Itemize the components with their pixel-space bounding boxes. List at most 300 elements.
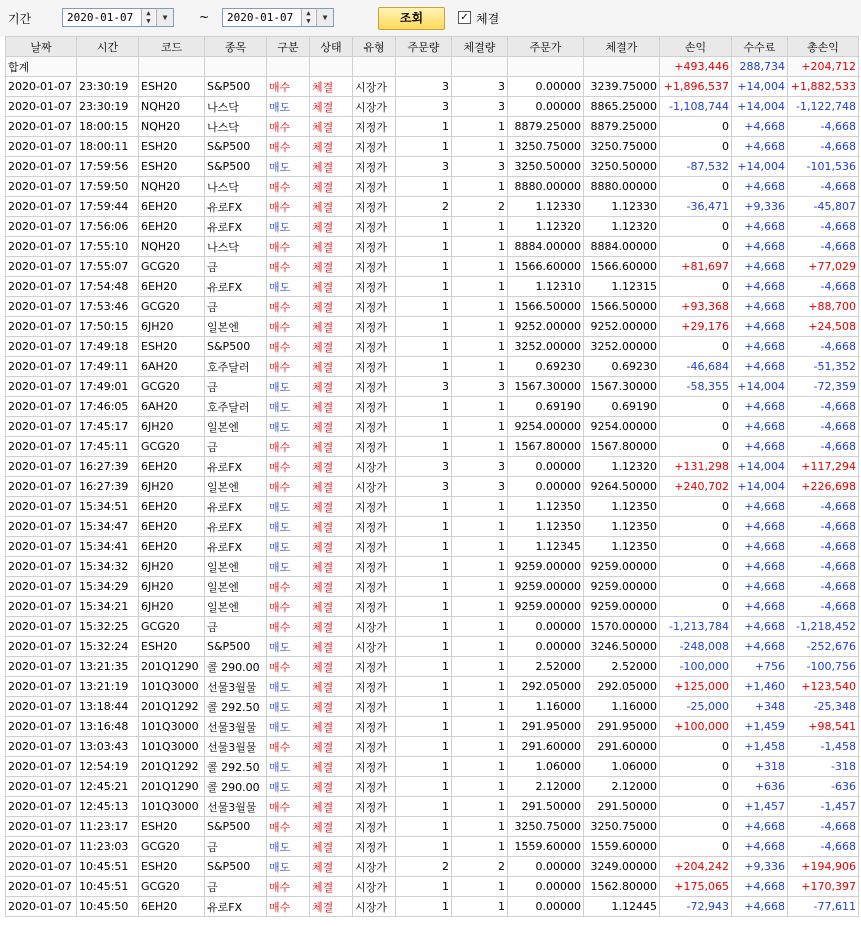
cell-filled-price: 1567.30000 [584,377,660,397]
cell-status: 체결 [310,277,353,297]
cell-status: 체결 [310,617,353,637]
table-row[interactable] [6,857,859,877]
cell-time: 12:45:13 [77,797,139,817]
cell-order-price: 9254.00000 [508,417,584,437]
cell-filled-price: 1.12350 [584,497,660,517]
cell-total-pnl: -4,668 [788,277,859,297]
cell-order-qty: 3 [396,457,452,477]
cell-filled-qty: 3 [452,77,508,97]
cell-filled-price: 291.60000 [584,737,660,757]
cell-date: 2020-01-07 [6,217,77,237]
cell-type: 지정가 [353,437,396,457]
cell-order-qty: 1 [396,417,452,437]
table-row[interactable] [6,157,859,177]
cell-side: 매도 [267,697,310,717]
cell-fee: +14,004 [732,377,788,397]
cell-side: 매도 [267,397,310,417]
cell-time: 17:55:10 [77,237,139,257]
end-date-picker[interactable] [222,8,334,27]
cell-time: 23:30:19 [77,97,139,117]
cell-order-qty: 1 [396,497,452,517]
cell-type: 지정가 [353,797,396,817]
cell-status: 체결 [310,457,353,477]
cell-filled-price: 1566.50000 [584,297,660,317]
cell-pnl: -46,684 [660,357,732,377]
cell-type: 시장가 [353,617,396,637]
col-header-time[interactable]: 시간 [77,37,139,57]
cell-time: 23:30:19 [77,77,139,97]
cell-total-pnl: -100,756 [788,657,859,677]
cell-total-pnl: -1,458 [788,737,859,757]
col-header-side[interactable]: 구분 [267,37,310,57]
cell-total-pnl: -4,668 [788,217,859,237]
table-row[interactable] [6,197,859,217]
cell-total-pnl: -4,668 [788,417,859,437]
cell-side: 매도 [267,377,310,397]
cell-status: 체결 [310,777,353,797]
cell-pnl: +204,242 [660,857,732,877]
summary-pnl: +493,446 [660,57,732,77]
table-row[interactable] [6,737,859,757]
table-row[interactable] [6,637,859,657]
end-date-spin-buttons[interactable] [301,9,315,26]
cell-order-qty: 1 [396,277,452,297]
cell-side: 매도 [267,417,310,437]
cell-status: 체결 [310,477,353,497]
table-row[interactable] [6,557,859,577]
cell-date: 2020-01-07 [6,797,77,817]
col-header-status[interactable]: 상태 [310,37,353,57]
table-row[interactable] [6,117,859,137]
cell-status: 체결 [310,637,353,657]
spin-down-icon[interactable]: ▼ [146,17,151,25]
cell-side: 매도 [267,857,310,877]
cell-item: 나스닥 [205,117,267,137]
start-date-dropdown-icon[interactable]: ▼ [156,9,173,26]
col-header-type[interactable]: 유형 [353,37,396,57]
cell-status: 체결 [310,817,353,837]
cell-date: 2020-01-07 [6,337,77,357]
col-header-filled-qty[interactable]: 체결량 [452,37,508,57]
cell-filled-price: 8865.25000 [584,97,660,117]
cell-total-pnl: -4,668 [788,397,859,417]
table-row[interactable] [6,797,859,817]
cell-side: 매도 [267,217,310,237]
cell-date: 2020-01-07 [6,597,77,617]
cell-code: 6AH20 [139,357,205,377]
cell-code: 201Q1292 [139,697,205,717]
spin-up-icon[interactable]: ▲ [306,9,311,17]
cell-side: 매도 [267,517,310,537]
cell-pnl: 0 [660,337,732,357]
table-row[interactable] [6,617,859,637]
cell-filled-price: 291.95000 [584,717,660,737]
table-row[interactable] [6,477,859,497]
table-row[interactable] [6,217,859,237]
cell-date: 2020-01-07 [6,777,77,797]
cell-item: 금 [205,837,267,857]
cell-total-pnl: -1,457 [788,797,859,817]
cell-time: 15:32:25 [77,617,139,637]
cell-type: 지정가 [353,497,396,517]
cell-item: S&P500 [205,157,267,177]
cell-time: 17:55:07 [77,257,139,277]
cell-order-qty: 1 [396,777,452,797]
cell-filled-qty: 1 [452,237,508,257]
cell-pnl: -25,000 [660,697,732,717]
cell-date: 2020-01-07 [6,517,77,537]
table-row[interactable] [6,257,859,277]
cell-fee: +4,668 [732,417,788,437]
cell-order-price: 1567.80000 [508,437,584,457]
cell-item: 선물3월물 [205,737,267,757]
cell-date: 2020-01-07 [6,237,77,257]
cell-filled-price: 1.06000 [584,757,660,777]
table-header-row [6,37,859,57]
cell-total-pnl: -252,676 [788,637,859,657]
table-row[interactable] [6,897,859,917]
cell-total-pnl: -4,668 [788,497,859,517]
cell-filled-qty: 1 [452,757,508,777]
cell-type: 지정가 [353,197,396,217]
table-row[interactable] [6,337,859,357]
summary-fee: 288,734 [732,57,788,77]
filled-checkbox-label: 체결 [476,12,500,26]
cell-pnl: 0 [660,577,732,597]
cell-fee: +4,668 [732,397,788,417]
cell-type: 지정가 [353,237,396,257]
cell-pnl: +131,298 [660,457,732,477]
cell-total-pnl: -4,668 [788,517,859,537]
cell-order-price: 9252.00000 [508,317,584,337]
cell-total-pnl: -318 [788,757,859,777]
cell-fee: +9,336 [732,197,788,217]
cell-type: 지정가 [353,677,396,697]
filled-checkbox[interactable]: ✓ [458,11,471,24]
table-row[interactable] [6,657,859,677]
cell-item: 호주달러 [205,397,267,417]
cell-filled-qty: 1 [452,177,508,197]
cell-order-qty: 1 [396,817,452,837]
cell-time: 15:34:29 [77,577,139,597]
table-row[interactable] [6,237,859,257]
cell-filled-price: 9254.00000 [584,417,660,437]
cell-time: 17:59:50 [77,177,139,197]
col-header-order-price[interactable]: 주문가 [508,37,584,57]
col-header-order-qty[interactable]: 주문량 [396,37,452,57]
cell-code: ESH20 [139,137,205,157]
cell-side: 매수 [267,257,310,277]
cell-type: 시장가 [353,637,396,657]
cell-filled-price: 0.69230 [584,357,660,377]
search-button[interactable]: 조회 [378,7,445,30]
cell-code: 101Q3000 [139,797,205,817]
cell-fee: +318 [732,757,788,777]
cell-time: 12:45:21 [77,777,139,797]
start-date-value: 2020-01-07 [67,11,134,24]
table-row[interactable] [6,397,859,417]
cell-filled-qty: 1 [452,837,508,857]
cell-type: 시장가 [353,897,396,917]
cell-type: 시장가 [353,457,396,477]
cell-code: GCG20 [139,617,205,637]
cell-pnl: -58,355 [660,377,732,397]
start-date-picker[interactable] [62,8,174,27]
cell-side: 매도 [267,497,310,517]
cell-fee: +4,668 [732,257,788,277]
start-date-spin-buttons[interactable] [141,9,155,26]
cell-filled-price: 1.12330 [584,197,660,217]
cell-order-price: 0.00000 [508,77,584,97]
cell-filled-price: 3246.50000 [584,637,660,657]
col-header-pnl[interactable]: 손익 [660,37,732,57]
cell-time: 15:34:32 [77,557,139,577]
cell-status: 체결 [310,537,353,557]
cell-filled-price: 2.12000 [584,777,660,797]
col-header-filled-price[interactable]: 체결가 [584,37,660,57]
cell-status: 체결 [310,597,353,617]
cell-filled-price: 3250.75000 [584,817,660,837]
cell-filled-price: 3249.00000 [584,857,660,877]
cell-side: 매수 [267,897,310,917]
cell-pnl: 0 [660,597,732,617]
spin-down-icon[interactable]: ▼ [306,17,311,25]
cell-date: 2020-01-07 [6,137,77,157]
table-row[interactable] [6,717,859,737]
cell-code: GCG20 [139,437,205,457]
cell-filled-price: 1567.80000 [584,437,660,457]
table-row[interactable] [6,537,859,557]
table-row[interactable] [6,177,859,197]
table-row[interactable] [6,417,859,437]
cell-fee: +1,460 [732,677,788,697]
cell-date: 2020-01-07 [6,317,77,337]
period-label: 기간 [8,12,32,26]
cell-type: 지정가 [353,337,396,357]
cell-time: 10:45:50 [77,897,139,917]
cell-item: 일본엔 [205,577,267,597]
table-row[interactable] [6,77,859,97]
table-row[interactable] [6,317,859,337]
table-row[interactable] [6,877,859,897]
table-row[interactable] [6,777,859,797]
cell-pnl: 0 [660,437,732,457]
end-date-value: 2020-01-07 [227,11,294,24]
cell-time: 13:03:43 [77,737,139,757]
cell-item: 일본엔 [205,597,267,617]
table-row[interactable] [6,377,859,397]
table-row[interactable] [6,817,859,837]
table-row[interactable] [6,677,859,697]
cell-date: 2020-01-07 [6,197,77,217]
cell-order-price: 1566.50000 [508,297,584,317]
table-row[interactable] [6,357,859,377]
table-row[interactable] [6,597,859,617]
cell-status: 체결 [310,377,353,397]
cell-time: 17:56:06 [77,217,139,237]
cell-item: 콜 290.00 [205,657,267,677]
table-row[interactable] [6,697,859,717]
cell-filled-qty: 1 [452,597,508,617]
table-row[interactable] [6,457,859,477]
cell-total-pnl: -4,668 [788,237,859,257]
cell-item: S&P500 [205,137,267,157]
cell-total-pnl: -77,611 [788,897,859,917]
cell-status: 체결 [310,77,353,97]
table-row[interactable] [6,517,859,537]
cell-order-qty: 1 [396,317,452,337]
cell-item: 유로FX [205,897,267,917]
col-header-code[interactable]: 코드 [139,37,205,57]
cell-status: 체결 [310,717,353,737]
cell-order-qty: 1 [396,217,452,237]
cell-item: 금 [205,877,267,897]
cell-filled-price: 0.69190 [584,397,660,417]
cell-type: 지정가 [353,137,396,157]
col-header-fee[interactable]: 수수료 [732,37,788,57]
table-row[interactable] [6,277,859,297]
cell-order-price: 0.00000 [508,897,584,917]
col-header-total-pnl[interactable]: 총손익 [788,37,859,57]
cell-type: 지정가 [353,597,396,617]
cell-date: 2020-01-07 [6,417,77,437]
cell-code: 6EH20 [139,897,205,917]
cell-total-pnl: -45,807 [788,197,859,217]
cell-date: 2020-01-07 [6,477,77,497]
cell-order-price: 0.69190 [508,397,584,417]
cell-time: 15:34:51 [77,497,139,517]
cell-pnl: 0 [660,517,732,537]
cell-pnl: 0 [660,277,732,297]
cell-total-pnl: -4,668 [788,137,859,157]
cell-order-price: 8879.25000 [508,117,584,137]
table-row[interactable] [6,577,859,597]
cell-status: 체결 [310,117,353,137]
cell-date: 2020-01-07 [6,117,77,137]
cell-item: 금 [205,437,267,457]
cell-code: 6JH20 [139,477,205,497]
cell-filled-qty: 3 [452,477,508,497]
cell-order-qty: 1 [396,257,452,277]
cell-order-price: 1.16000 [508,697,584,717]
cell-time: 15:34:21 [77,597,139,617]
cell-filled-price: 292.05000 [584,677,660,697]
table-row[interactable] [6,137,859,157]
cell-item: 유로FX [205,497,267,517]
cell-order-qty: 1 [396,737,452,757]
cell-item: 금 [205,377,267,397]
cell-item: 나스닥 [205,237,267,257]
cell-side: 매도 [267,637,310,657]
cell-fee: +348 [732,697,788,717]
cell-date: 2020-01-07 [6,697,77,717]
cell-time: 17:54:48 [77,277,139,297]
cell-filled-price: 8879.25000 [584,117,660,137]
cell-type: 지정가 [353,737,396,757]
cell-order-price: 1567.30000 [508,377,584,397]
col-header-item[interactable]: 종목 [205,37,267,57]
cell-date: 2020-01-07 [6,897,77,917]
cell-total-pnl: +77,029 [788,257,859,277]
cell-status: 체결 [310,337,353,357]
cell-type: 시장가 [353,97,396,117]
table-row[interactable] [6,437,859,457]
table-row[interactable] [6,837,859,857]
cell-total-pnl: +98,541 [788,717,859,737]
cell-order-qty: 1 [396,617,452,637]
cell-total-pnl: -1,218,452 [788,617,859,637]
table-row[interactable] [6,757,859,777]
cell-date: 2020-01-07 [6,77,77,97]
cell-item: 일본엔 [205,417,267,437]
cell-order-qty: 1 [396,597,452,617]
cell-filled-price: 1570.00000 [584,617,660,637]
col-header-date[interactable]: 날짜 [6,37,77,57]
cell-side: 매수 [267,297,310,317]
cell-item: 일본엔 [205,317,267,337]
cell-item: 선물3월물 [205,677,267,697]
cell-total-pnl: -4,668 [788,817,859,837]
cell-order-price: 9259.00000 [508,597,584,617]
cell-date: 2020-01-07 [6,377,77,397]
cell-order-price: 2.12000 [508,777,584,797]
cell-time: 17:59:44 [77,197,139,217]
trade-history-table [5,36,859,917]
table-row[interactable] [6,297,859,317]
cell-item: 나스닥 [205,97,267,117]
cell-order-qty: 1 [396,697,452,717]
cell-side: 매수 [267,317,310,337]
cell-time: 17:49:11 [77,357,139,377]
cell-fee: +4,668 [732,177,788,197]
cell-type: 지정가 [353,657,396,677]
cell-fee: +4,668 [732,277,788,297]
cell-code: NQH20 [139,237,205,257]
cell-date: 2020-01-07 [6,357,77,377]
cell-order-qty: 1 [396,757,452,777]
cell-type: 지정가 [353,817,396,837]
cell-status: 체결 [310,657,353,677]
end-date-dropdown-icon[interactable]: ▼ [316,9,333,26]
cell-filled-qty: 1 [452,617,508,637]
cell-date: 2020-01-07 [6,457,77,477]
cell-filled-qty: 1 [452,877,508,897]
cell-fee: +4,668 [732,297,788,317]
cell-code: 101Q3000 [139,737,205,757]
cell-total-pnl: +88,700 [788,297,859,317]
range-separator: ~ [199,10,210,24]
cell-fee: +1,458 [732,737,788,757]
cell-order-qty: 1 [396,877,452,897]
cell-order-price: 0.00000 [508,877,584,897]
cell-order-qty: 1 [396,537,452,557]
cell-side: 매수 [267,137,310,157]
cell-item: 금 [205,617,267,637]
cell-order-price: 0.00000 [508,617,584,637]
cell-code: 201Q1292 [139,757,205,777]
spin-up-icon[interactable]: ▲ [146,9,151,17]
cell-status: 체결 [310,797,353,817]
cell-status: 체결 [310,257,353,277]
cell-order-price: 8880.00000 [508,177,584,197]
table-row[interactable] [6,497,859,517]
cell-filled-qty: 1 [452,397,508,417]
cell-item: S&P500 [205,337,267,357]
cell-pnl: 0 [660,397,732,417]
cell-fee: +4,668 [732,357,788,377]
table-row[interactable] [6,97,859,117]
cell-status: 체결 [310,497,353,517]
